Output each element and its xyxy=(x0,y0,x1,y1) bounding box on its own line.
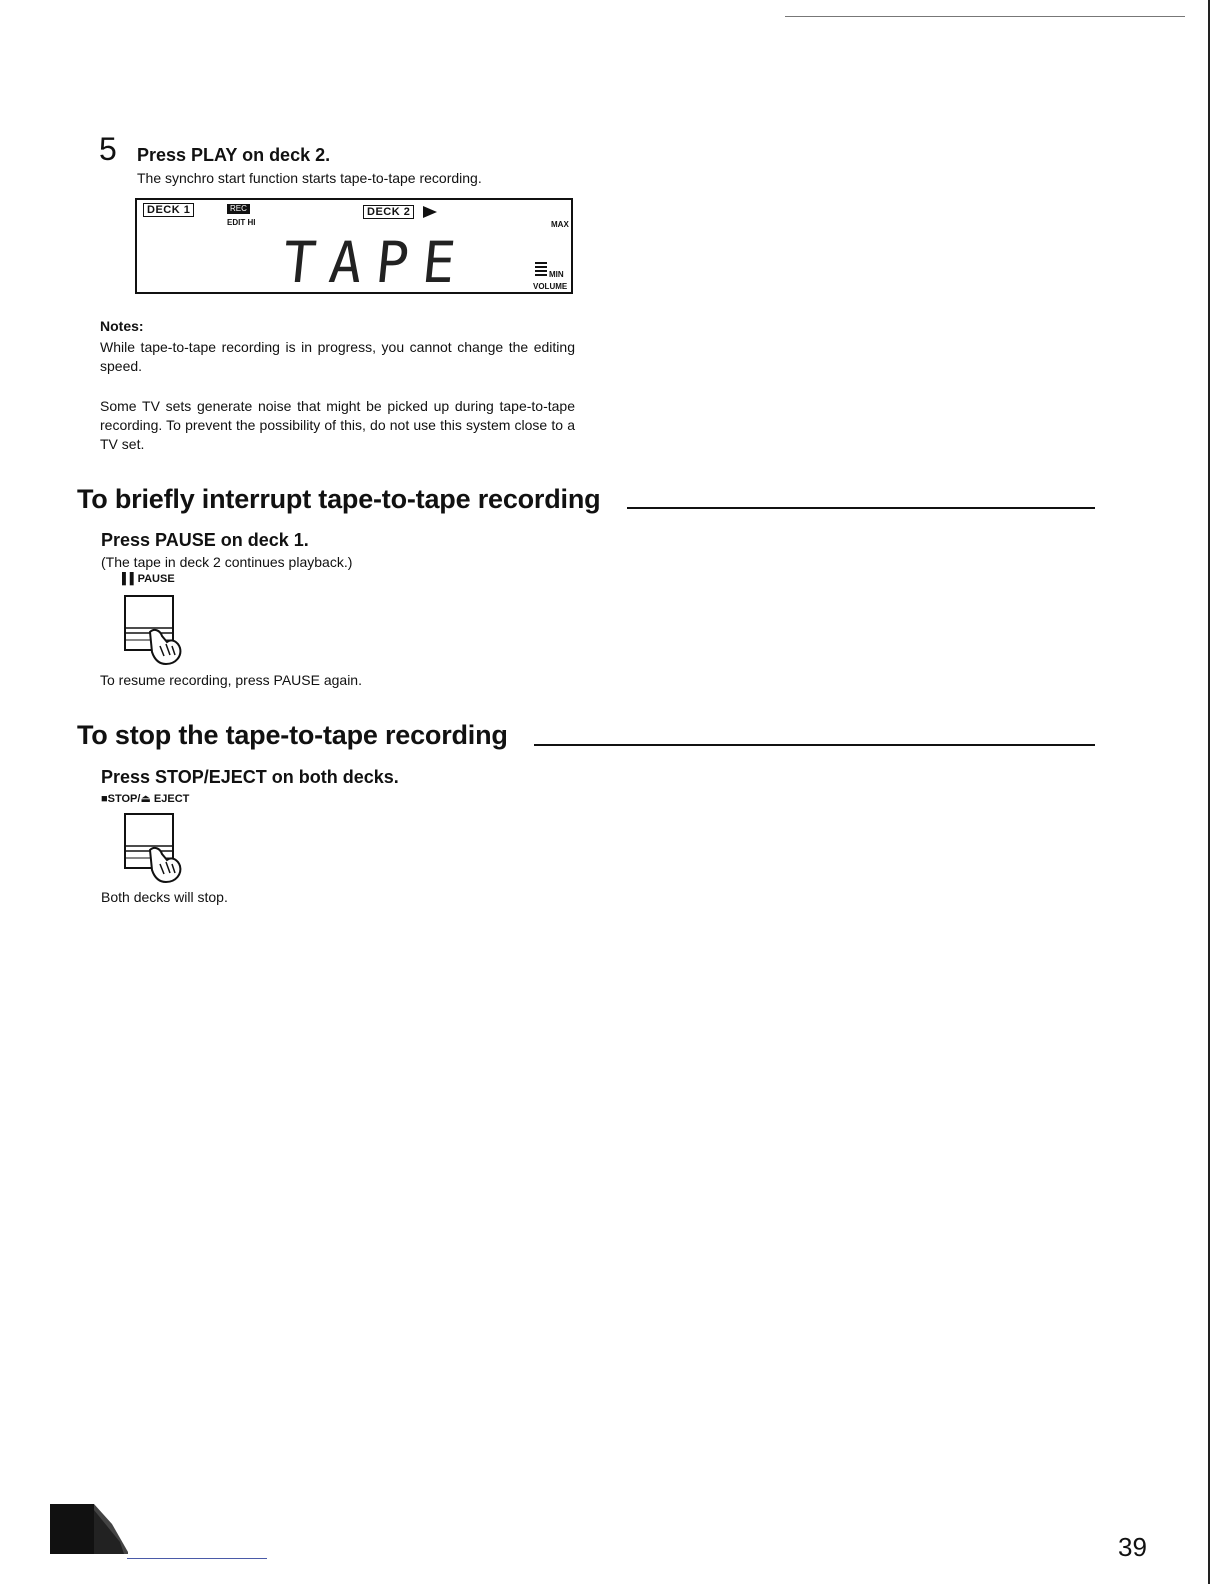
step-number: 5 xyxy=(99,131,117,167)
stop-instruction: Press STOP/EJECT on both decks. xyxy=(101,767,399,787)
min-label: MIN xyxy=(549,270,564,279)
stop-eject-button-press-icon xyxy=(120,810,210,890)
volume-label: VOLUME xyxy=(533,282,568,291)
note-1: While tape-to-tape recording is in progress, you cannot change the editing speed. xyxy=(100,339,575,374)
resume-instruction: To resume recording, press PAUSE again. xyxy=(100,672,362,688)
corner-print-mark xyxy=(50,1504,128,1554)
interrupt-heading-rule xyxy=(627,507,1095,509)
pause-button-press-icon xyxy=(120,592,210,672)
deck1-indicator: DECK 1 xyxy=(143,203,194,217)
stop-heading-rule xyxy=(534,744,1095,746)
note-2: Some TV sets generate noise that might be picked up during tape-to-tape recording. To prevent the possibility of this, do not use this system close to a TV set. xyxy=(100,398,575,452)
deck2-indicator: DECK 2 xyxy=(363,205,414,219)
volume-bars-icon xyxy=(535,262,547,278)
step-description: The synchro start function starts tape-to-tape recording. xyxy=(137,170,482,186)
step-title: Press PLAY on deck 2. xyxy=(137,145,331,165)
pause-button-label: ▌▌PAUSE xyxy=(122,573,175,585)
bottom-rule xyxy=(127,1558,267,1559)
stop-result: Both decks will stop. xyxy=(101,889,228,905)
segment-display-text: TAPE xyxy=(279,229,473,296)
page-edge xyxy=(1208,0,1210,1584)
play-icon xyxy=(423,206,437,218)
rec-indicator: REC xyxy=(227,204,250,214)
interrupt-heading: To briefly interrupt tape-to-tape recording xyxy=(77,484,601,514)
lcd-display xyxy=(135,198,573,294)
stop-eject-button-label: ■STOP/⏏ EJECT xyxy=(101,793,190,805)
edit-speed-indicator: EDIT HI xyxy=(227,218,256,227)
top-rule xyxy=(785,16,1185,17)
interrupt-instruction: Press PAUSE on deck 1. xyxy=(101,530,309,550)
interrupt-subtext: (The tape in deck 2 continues playback.) xyxy=(101,554,353,570)
page-number: 39 xyxy=(1118,1532,1147,1562)
notes-title: Notes: xyxy=(100,318,144,334)
max-label: MAX xyxy=(551,220,569,229)
stop-heading: To stop the tape-to-tape recording xyxy=(77,720,508,750)
